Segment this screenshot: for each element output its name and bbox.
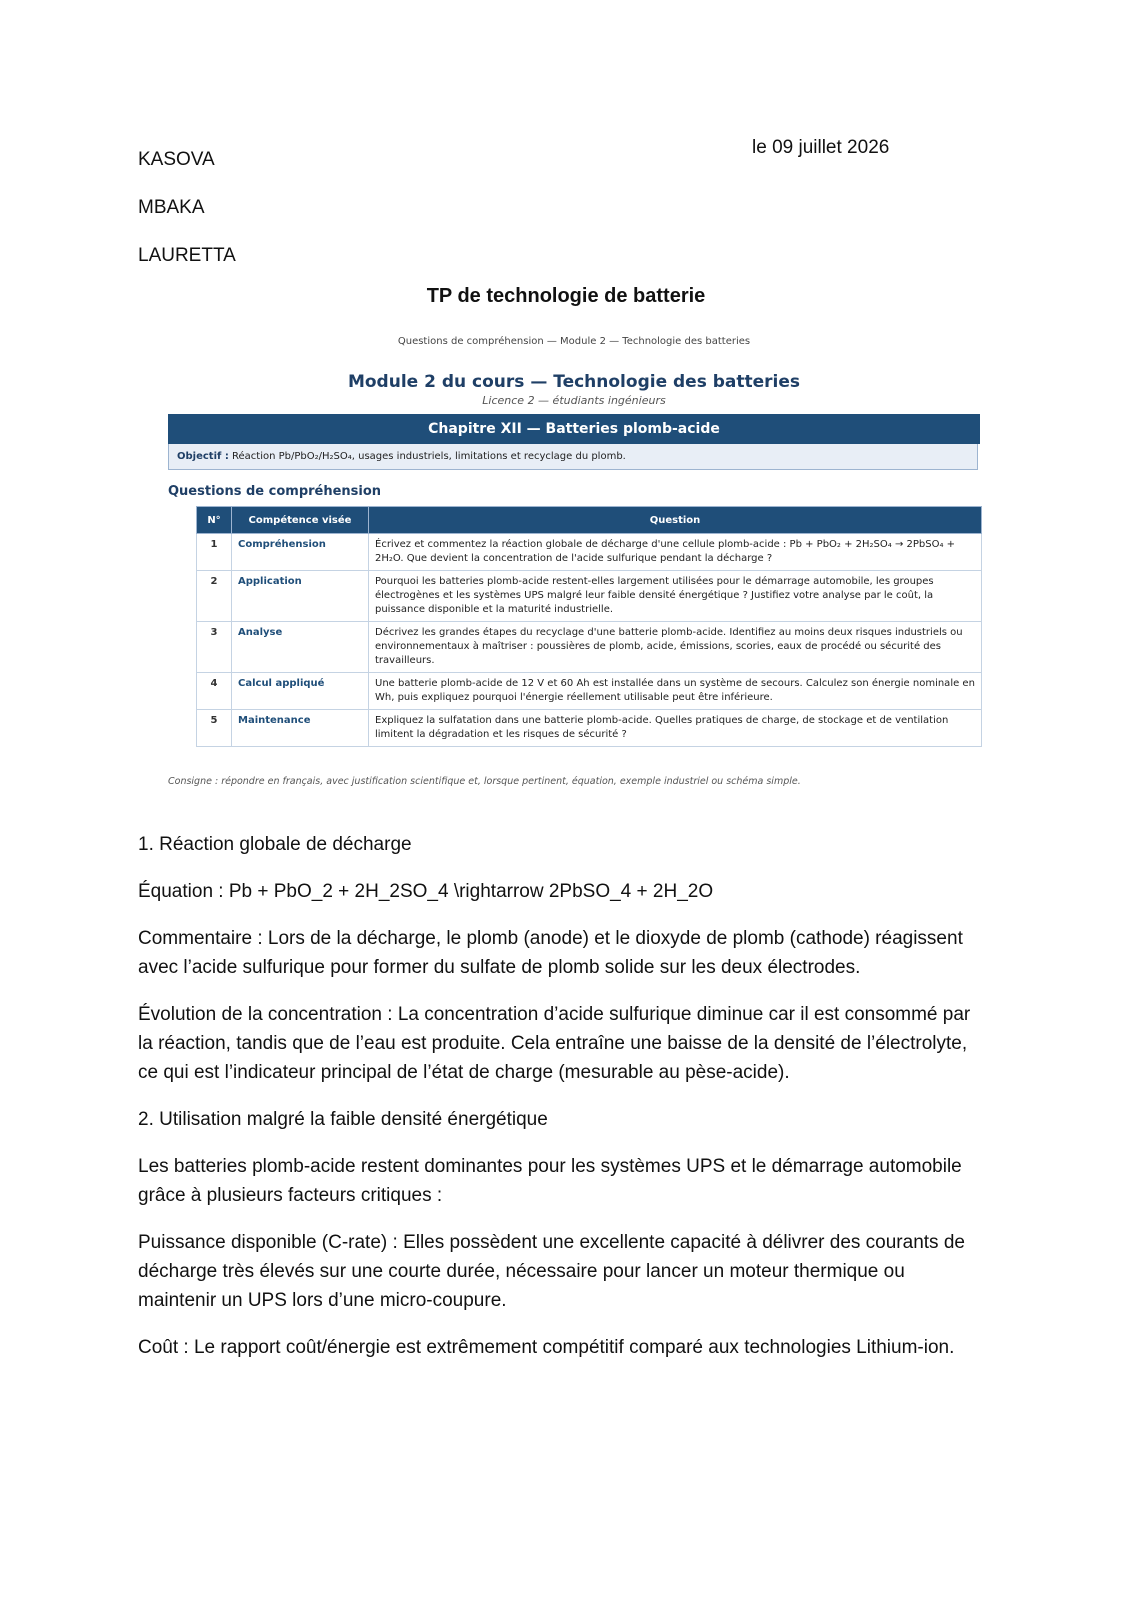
student-name-2: MBAKA [138, 197, 205, 218]
questions-heading: Questions de compréhension [168, 484, 382, 499]
objective-text: Réaction Pb/PbO₂/H₂SO₄, usages industriels, limitations et recyclage du plomb. [228, 451, 626, 462]
row-question: Expliquez la sulfatation dans une batterie plomb-acide. Quelles pratiques de charge, de stockage et de ventilation limitent la dégradation et les risques de sécurité ? [369, 710, 982, 747]
answer-heading-1 [138, 830, 988, 859]
row-competence: Maintenance [232, 710, 369, 747]
document-title: TP de technologie de batterie [426, 285, 706, 307]
answer-text: 2. Utilisation malgré la faible densité énergétique [138, 1109, 548, 1130]
document-date: le 09 juillet 2026 [752, 137, 890, 158]
table-row [197, 571, 982, 622]
answer-text: Équation : Pb + PbO_2 + 2H_2SO_4 \rightarrow 2PbSO_4 + 2H_2O [138, 881, 714, 902]
row-competence: Analyse [232, 622, 369, 673]
table-row [197, 673, 982, 710]
instructions-note: Consigne : répondre en français, avec justification scientifique et, lorsque pertinent, équation, exemple industriel ou schéma simple. [168, 776, 801, 787]
questions-table [196, 506, 982, 747]
module-title: Module 2 du cours — Technologie des batteries [347, 372, 801, 392]
row-number: 4 [197, 673, 232, 710]
student-names [138, 136, 236, 280]
row-question: Une batterie plomb-acide de 12 V et 60 Ah est installée dans un système de secours. Calculez son énergie nominale en Wh, puis expliquez pourquoi l'énergie réellement utilisable peut être inférieure. [369, 673, 982, 710]
answer-text: Commentaire : Lors de la décharge, le plomb (anode) et le dioxyde de plomb (cathode) réagissent avec l’acide sulfurique pour former du sulfate de plomb solide sur les deux électrodes. [138, 928, 963, 978]
table-header-row [197, 507, 982, 534]
row-question: Écrivez et commentez la réaction globale de décharge d'une cellule plomb-acide : Pb + PbO₂ + 2H₂SO₄ → 2PbSO₄ + 2H₂O. Que devient la concentration de l'acide sulfurique pendant la décharge ? [369, 534, 982, 571]
answer-text: Les batteries plomb-acide restent dominantes pour les systèmes UPS et le démarrage automobile grâce à plusieurs facteurs critiques : [138, 1156, 962, 1206]
chapter-banner: Chapitre XII — Batteries plomb-acide [168, 414, 980, 444]
answer-text: 1. Réaction globale de décharge [138, 834, 412, 855]
objective-label: Objectif : [177, 451, 229, 462]
sheet-top-caption: Questions de compréhension — Module 2 — Technologie des batteries [397, 336, 751, 347]
student-name-1: KASOVA [138, 149, 215, 170]
answer-cost [138, 1333, 988, 1362]
answer-concentration [138, 1000, 988, 1087]
row-competence: Application [232, 571, 369, 622]
table-row [197, 710, 982, 747]
answer-text: Coût : Le rapport coût/énergie est extrêmement compétitif comparé aux technologies Lithium-ion. [138, 1337, 955, 1358]
row-competence: Compréhension [232, 534, 369, 571]
answer-comment [138, 924, 988, 982]
table-row [197, 534, 982, 571]
student-name-3: LAURETTA [138, 245, 236, 266]
row-number: 5 [197, 710, 232, 747]
answer-equation [138, 877, 988, 906]
row-question: Décrivez les grandes étapes du recyclage d'une batterie plomb-acide. Identifiez au moins deux risques industriels ou environnementaux à maîtriser : poussières de plomb, acide, émissions, scories, eaux de procédé ou sécurité des travailleurs. [369, 622, 982, 673]
table-row [197, 622, 982, 673]
objective-box [168, 444, 978, 470]
header-question: Question [369, 507, 982, 534]
module-subtitle: Licence 2 — étudiants ingénieurs [482, 394, 666, 407]
row-number: 3 [197, 622, 232, 673]
answer-text: Puissance disponible (C-rate) : Elles possèdent une excellente capacité à délivrer des courants de décharge très élevés sur une courte durée, nécessaire pour lancer un moteur thermique ou maintenir un UPS lors d’une micro-coupure. [138, 1232, 965, 1311]
header-competence: Compétence visée [232, 507, 369, 534]
header-number: N° [197, 507, 232, 534]
answer-intro [138, 1152, 988, 1210]
row-competence: Calcul appliqué [232, 673, 369, 710]
embedded-question-sheet [168, 336, 980, 794]
answer-power [138, 1228, 988, 1315]
row-number: 2 [197, 571, 232, 622]
row-question: Pourquoi les batteries plomb-acide restent-elles largement utilisées pour le démarrage automobile, les groupes électrogènes et les systèmes UPS malgré leur faible densité énergétique ? Justifiez votre analyse par le coût, la puissance disponible et la maturité industrielle. [369, 571, 982, 622]
answer-heading-2 [138, 1105, 988, 1134]
row-number: 1 [197, 534, 232, 571]
answer-text: Évolution de la concentration : La concentration d’acide sulfurique diminue car il est consommé par la réaction, tandis que de l’eau est produite. Cela entraîne une baisse de la densité de l’électrolyte, ce qui est l’indicateur principal de l’état de charge (mesurable au pèse-acide). [138, 1004, 971, 1083]
